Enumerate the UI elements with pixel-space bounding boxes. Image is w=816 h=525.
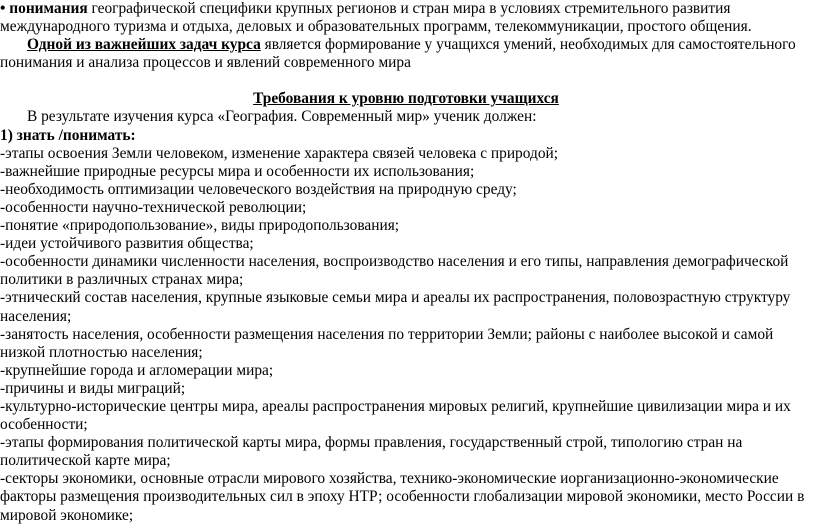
requirements-heading: Требования к уровню подготовки учащихся	[253, 90, 559, 108]
list-item: -занятость населения, особенности размещения населения по территории Земли; районы с наиболее высокой и самой низкой плотностью населения;	[0, 325, 774, 361]
list-item: -этапы освоения Земли человеком, изменение характера связей человека с природой;	[0, 144, 559, 162]
list-item: -понятие «природопользование», виды природопользования;	[0, 217, 400, 235]
list-item: -причины и виды миграций;	[0, 379, 186, 397]
requirements-list	[0, 145, 812, 525]
task-text: является формирование у учащихся умений, необходимых для самостоятельного понимания и анализа процессов и явлений современного мира	[0, 36, 796, 72]
list-item: -этапы формирования политической карты мира, формы правления, государственный строй, типологию стран на политической карте мира;	[0, 434, 743, 470]
course-sentence: В результате изучения курса «География. Современный мир» ученик должен:	[27, 108, 537, 126]
list-item: -идеи устойчивого развития общества;	[0, 235, 254, 253]
intro-bold-word: понимания	[9, 0, 88, 17]
list-item: -крупнейшие города и агломерации мира;	[0, 361, 274, 379]
intro-text: географической специфики крупных регионов и стран мира в условиях стремительного развития международного туризма и отдыха, деловых и образовательных программ, телекоммуникации, простого общения.	[0, 0, 752, 36]
bullet-glyph: •	[0, 0, 6, 17]
list-item: -секторы экономики, основные отрасли мирового хозяйства, технико-экономические иорганизационно-экономические факторы размещения производительных сил в эпоху НТР; особенности глобализации мировой экономики, место России в мировой экономике;	[0, 470, 805, 524]
list-item: -особенности динамики численности населения, воспроизводство населения и его типы, направления демографической политики в различных странах мира;	[0, 253, 789, 289]
list-item: -особенности научно-технической революции;	[0, 198, 307, 216]
intro-paragraph	[0, 0, 812, 36]
section-label: 1) знать /понимать:	[0, 126, 136, 144]
list-item: -необходимость оптимизации человеческого воздействия на природную среду;	[0, 180, 517, 198]
list-item: -важнейшие природные ресурсы мира и особенности их использования;	[0, 162, 475, 180]
list-item: -этнический состав населения, крупные языковые семьи мира и ареалы их распространения, половозрастную структуру населения;	[0, 289, 791, 325]
task-emphasis: Одной из важнейших задач курса	[27, 36, 261, 54]
list-item: -культурно-исторические центры мира, ареалы распространения мировых религий, крупнейшие цивилизации мира и их особенности;	[0, 397, 791, 434]
task-paragraph	[0, 36, 812, 72]
